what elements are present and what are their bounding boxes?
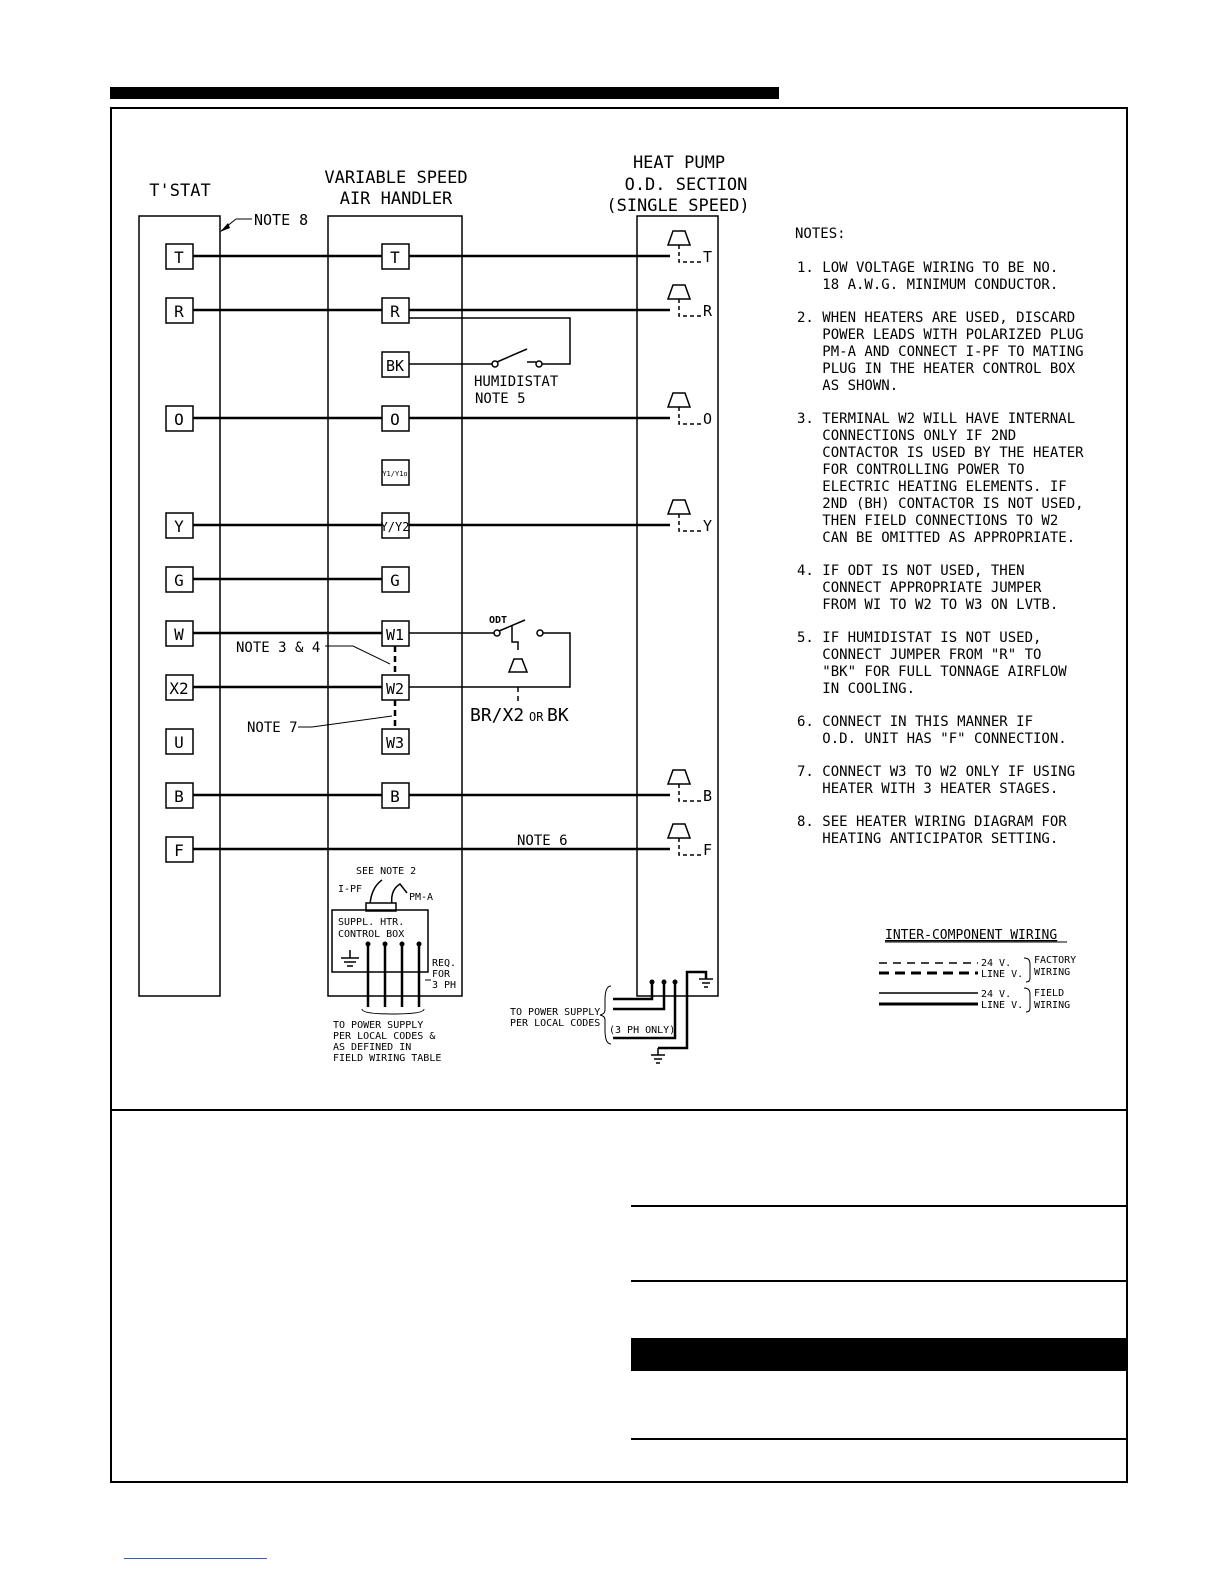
hp-plug-b [668,770,690,784]
footer-link-underline[interactable] [124,1558,267,1559]
ah-terminal-t-label: T [390,248,400,267]
legend-field-label-2: WIRING [1034,1000,1071,1011]
lower-rule-2 [631,1280,1126,1282]
tstat-terminal-g-label: G [174,571,184,590]
ah-power-label-2: PER LOCAL CODES & [333,1031,436,1042]
supply-lead-dots [366,942,422,947]
legend-factory-label-2: WIRING [1034,967,1071,978]
plug-lead-right [392,884,407,905]
note2-line2: POWER LEADS WITH POLARIZED PLUG [797,327,1084,343]
ah-terminal-b-label: B [390,787,400,806]
air-handler-title-2: AIR HANDLER [339,189,453,209]
supply-leads [368,944,419,1007]
note5-line4: IN COOLING. [797,681,916,697]
odt-label: ODT [489,615,508,626]
note4-line3: FROM WI TO W2 TO W3 ON LVTB. [797,597,1059,613]
pma-label: PM-A [409,892,434,903]
three-ph-only-label: (3 PH ONLY) [609,1025,676,1036]
hp-connector-f [668,824,702,855]
note2-line5: AS SHOWN. [797,378,899,394]
req-label-3: 3 PH [432,980,457,991]
hp-terminal-r-label: R [703,302,713,320]
ah-terminal-bk-label: BK [385,357,405,375]
control-box-ground [341,950,359,966]
ah-terminal-w1-label: W1 [385,626,405,644]
note8-line2: HEATING ANTICIPATOR SETTING. [797,831,1059,847]
note6-line2: O.D. UNIT HAS "F" CONNECTION. [797,731,1067,747]
tstat-terminal-w-label: W [174,625,184,644]
tstat-terminal-o-label: O [174,410,184,429]
humidistat-note5-label: NOTE 5 [475,391,526,407]
humidistat-label: HUMIDISTAT [474,374,559,390]
hp-plug-y [668,500,690,514]
legend-field-brace [1024,988,1030,1012]
bk-label: BK [547,705,569,726]
req-label-2: FOR [432,969,451,980]
field-ground-symbol [651,1048,665,1063]
hp-terminal-t-label: T [703,248,713,266]
note2-line1: 2. WHEN HEATERS ARE USED, DISCARD [797,310,1076,326]
supply-dot-4 [417,942,422,947]
note5-line2: CONNECT JUMPER FROM "R" TO [797,647,1042,663]
br-x2-plug [509,659,527,672]
tstat-terminal-u-label: U [174,733,184,752]
note7-leader [298,716,392,727]
req-label-1: REQ. [432,958,457,969]
notes-title: NOTES: [795,226,846,242]
note3-line2: CONNECTIONS ONLY IF 2ND [797,428,1017,444]
tstat-terminal-f-label: F [174,841,184,860]
br-x2-label: BR/X2 [470,705,525,726]
hp-dash-y [679,514,702,531]
note8-label: NOTE 8 [254,211,309,229]
odt-bimetal [512,626,518,650]
lower-rule-3 [631,1438,1126,1440]
hp-plug-r [668,285,690,299]
note6-label: NOTE 6 [517,833,568,849]
odt-circuit [409,620,570,705]
hp-dot-2 [662,980,667,985]
heat-pump-title-1: HEAT PUMP [632,153,726,173]
hp-connector-y [668,500,702,531]
note3-line7: THEN FIELD CONNECTIONS TO W2 [797,513,1059,529]
tstat-terminal-x2-label: X2 [169,679,189,698]
legend-factory-linev-label: LINE V. [981,969,1024,980]
polarized-plug [366,880,407,911]
humidistat-circuit [409,318,570,367]
note5-line1: 5. IF HUMIDISTAT IS NOT USED, [797,630,1042,646]
tstat-terminal-r-label: R [174,302,184,321]
supply-dot-3 [400,942,405,947]
hp-connector-o [668,393,702,424]
hp-terminal-b-label: B [703,787,713,805]
ah-power-label-4: FIELD WIRING TABLE [333,1053,442,1064]
legend-field-label-1: FIELD [1034,988,1065,999]
odt-contact-2 [537,630,543,636]
supply-dot-1 [366,942,371,947]
legend-factory-brace [1024,958,1030,982]
tstat-terminals [166,244,193,862]
note6-line1: 6. CONNECT IN THIS MANNER IF [797,714,1034,730]
hp-dash-b [679,784,702,801]
hp-dash-r [679,299,702,316]
hp-terminal-f-label: F [703,841,713,859]
hp-dash-t [679,245,702,262]
hp-plug-t [668,231,690,245]
heat-pump-title-2: O.D. SECTION [624,175,748,195]
tstat-terminal-t-label: T [174,248,184,267]
hp-connector-r [668,285,702,316]
note3-line1: 3. TERMINAL W2 WILL HAVE INTERNAL [797,411,1076,427]
hp-plug-f [668,824,690,838]
or-label: OR [529,710,544,724]
note4-line2: CONNECT APPROPRIATE JUMPER [797,580,1042,596]
hp-connector-t [668,231,702,262]
legend-title: INTER-COMPONENT WIRING [885,928,1058,943]
supply-dot-2 [383,942,388,947]
hp-power-label-1: TO POWER SUPPLY [510,1007,601,1018]
see-note2-label: SEE NOTE 2 [356,866,417,877]
note3-line4: FOR CONTROLLING POWER TO [797,462,1025,478]
note34-leader [325,646,390,664]
ipf-label: I-PF [338,884,363,895]
note34-label: NOTE 3 & 4 [236,640,321,656]
hp-plug-o [668,393,690,407]
note3-line3: CONTACTOR IS USED BY THE HEATER [797,445,1084,461]
hp-power-dots [650,980,678,985]
humidistat-switch [497,349,527,362]
ah-terminal-g-label: G [390,571,400,590]
note3-line6: 2ND (BH) CONTACTOR IS NOT USED, [797,496,1084,512]
tstat-title: T'STAT [149,181,211,201]
air-handler-box [328,216,462,996]
note7-line1: 7. CONNECT W3 TO W2 ONLY IF USING [797,764,1076,780]
ah-power-label-1: TO POWER SUPPLY [333,1020,424,1031]
ah-terminal-r-label: R [390,302,400,321]
field-wires [193,256,670,849]
note2-line3: PM-A AND CONNECT I-PF TO MATING [797,344,1084,360]
hp-dash-o [679,407,702,424]
notes-block [795,226,1084,847]
note5-line3: "BK" FOR FULL TONNAGE AIRFLOW [797,664,1067,680]
hp-connectors [668,231,702,855]
note3-line5: ELECTRIC HEATING ELEMENTS. IF [797,479,1067,495]
hp-terminal-y-label: Y [703,517,713,535]
hp-power-leads [613,972,706,1048]
plug-lead-left [370,880,382,905]
hp-terminal-o-label: O [703,410,713,428]
hp-dash-f [679,838,702,855]
ah-power-brace [362,1009,424,1014]
air-handler-title-1: VARIABLE SPEED [324,168,468,188]
odt-wire-loop [409,633,570,687]
note3-line8: CAN BE OMITTED AS APPROPRIATE. [797,530,1076,546]
note7-label: NOTE 7 [247,720,298,736]
tstat-terminal-y-label: Y [174,517,184,536]
note2-line4: PLUG IN THE HEATER CONTROL BOX [797,361,1076,377]
hp-dot-1 [650,980,655,985]
legend-factory-24v-label: 24 V. [981,958,1012,969]
hp-dot-3 [673,980,678,985]
ah-power-label-3: AS DEFINED IN [333,1042,412,1053]
lower-black-band [631,1338,1126,1371]
hp-connector-b [668,770,702,801]
note7-line2: HEATER WITH 3 HEATER STAGES. [797,781,1059,797]
note1-line1: 1. LOW VOLTAGE WIRING TO BE NO. [797,260,1059,276]
ah-terminal-o-label: O [390,410,400,429]
control-box-label-1: SUPPL. HTR. [338,917,405,928]
note8-arrow [220,223,230,232]
control-box-label-2: CONTROL BOX [338,929,405,940]
legend-factory-label-1: FACTORY [1034,955,1077,966]
humidistat-wire-r [409,318,570,364]
hp-ground-symbol [699,979,713,987]
ah-terminal-w2-label: W2 [385,680,405,698]
ah-terminal-y1-label: Y1/Y1o [382,470,408,478]
note8-line1: 8. SEE HEATER WIRING DIAGRAM FOR [797,814,1067,830]
tstat-box [139,216,220,996]
tstat-terminal-b-label: B [174,787,184,806]
lower-rule-1 [631,1205,1126,1207]
humidistat-contact-2 [536,361,542,367]
ah-terminal-w3-label: W3 [385,734,405,752]
ah-terminal-y-y2-label: Y/Y2 [380,520,410,534]
legend-field-24v-label: 24 V. [981,989,1012,1000]
legend-field-linev-label: LINE V. [981,1000,1024,1011]
note4-line1: 4. IF ODT IS NOT USED, THEN [797,563,1025,579]
heat-pump-title-3: (SINGLE SPEED) [606,196,750,216]
heat-pump-box [637,216,718,996]
hp-power-label-2: PER LOCAL CODES [510,1018,601,1029]
note1-line2: 18 A.W.G. MINIMUM CONDUCTOR. [797,277,1059,293]
